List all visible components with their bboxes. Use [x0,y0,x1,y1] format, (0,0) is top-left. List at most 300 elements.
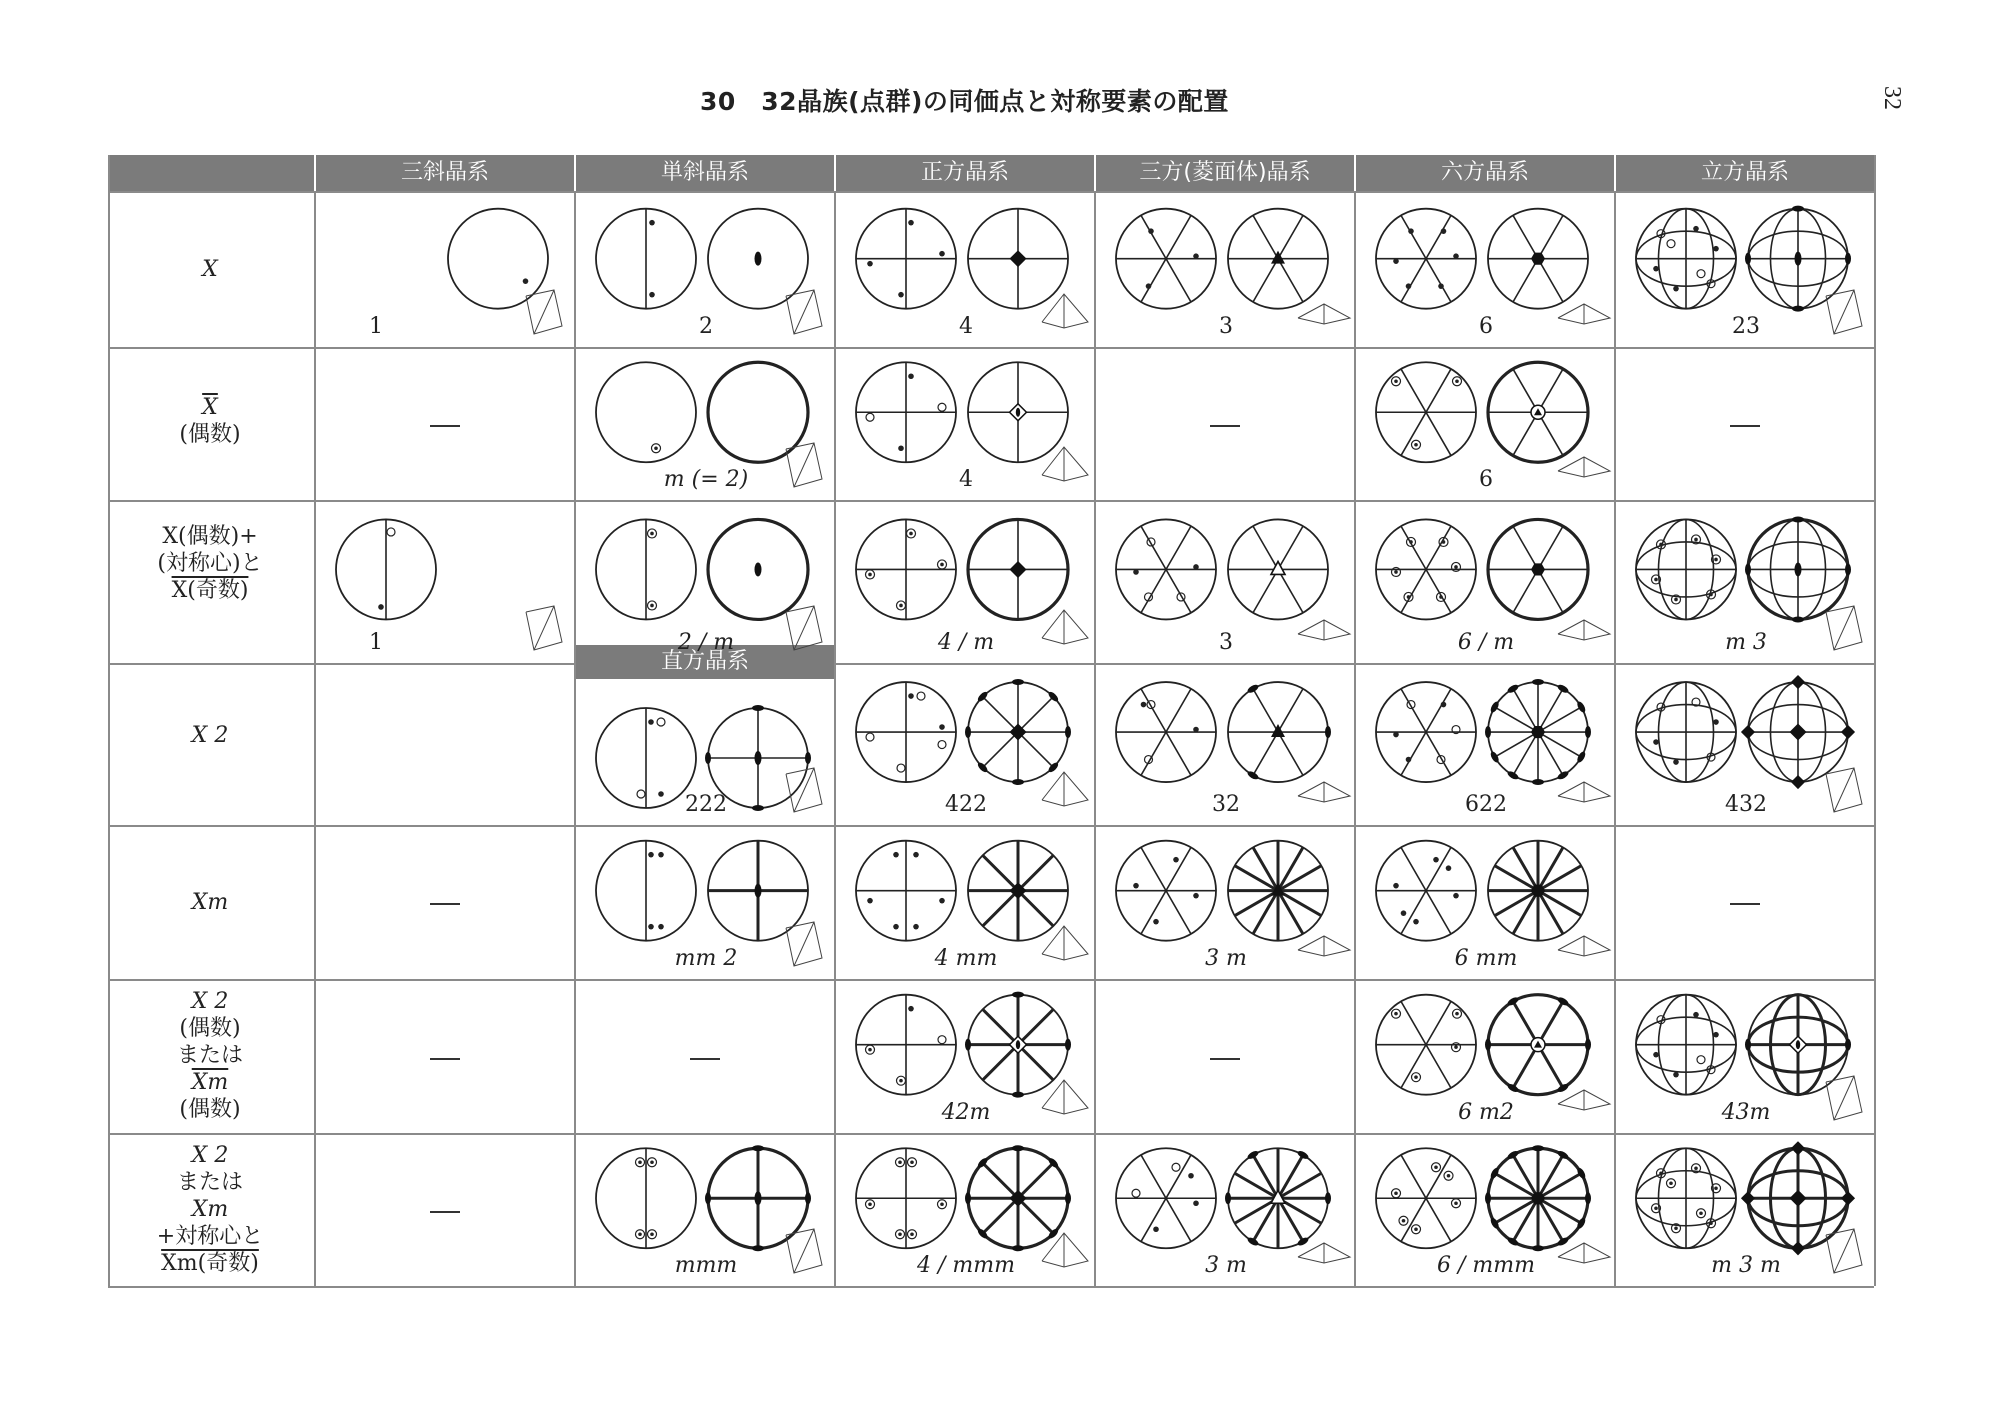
closed-point [1441,702,1447,708]
edge-twofold-axis [1485,1039,1491,1051]
row-label-line: X(偶数)+ [162,524,258,549]
double-point-dot [910,1232,914,1236]
edge-twofold-axis [1532,679,1544,685]
double-point-dot [1414,1227,1418,1231]
row-label-xm [108,889,312,916]
double-point-dot [1694,538,1698,542]
twofold-axis [755,252,762,266]
closed-point [1693,226,1699,232]
stereogram [448,209,548,309]
row-label-x [108,256,312,283]
double-point-dot [1674,598,1678,602]
stereogram [705,1145,811,1251]
edge-twofold-axis [752,1145,764,1151]
stereogram [1636,519,1736,619]
closed-point [1673,286,1679,292]
closed-point [893,924,899,930]
edge-twofold-axis [1845,563,1851,575]
stereogram [1485,995,1591,1095]
closed-point [939,724,945,730]
point-group-symbol: 42m [941,1100,991,1125]
double-point-dot [910,1160,914,1164]
open-point [1667,240,1675,248]
row-label-xbar [108,394,312,448]
double-point-dot [1442,540,1446,544]
double-point-dot [1659,1171,1663,1175]
point-group-symbol: 2 / m [677,630,735,655]
point-group-symbol: m (= 2) [663,467,749,492]
stereogram [1228,519,1328,619]
stereogram [1228,209,1328,309]
closed-point [378,604,384,610]
double-point-dot [1714,558,1718,562]
double-point-dot [1654,578,1658,582]
stereogram [1376,841,1476,941]
edge-twofold-axis [1225,1192,1231,1204]
double-point-dot [1694,1166,1698,1170]
double-point-dot [650,604,654,608]
double-point-dot [1409,540,1413,544]
stereogram [1225,1148,1331,1248]
double-point-dot [868,1202,872,1206]
stereogram [1488,519,1588,619]
closed-point [898,292,904,298]
double-point-dot [1699,1211,1703,1215]
edge-twofold-axis [965,1192,971,1204]
point-group-symbol: 622 [1465,792,1507,817]
point-group-symbol: 6 m2 [1458,1100,1514,1125]
crystal-outline [1558,782,1610,802]
double-point-dot [868,573,872,577]
closed-point [1453,893,1459,899]
row-label-line: Xm [191,1197,229,1222]
edge-twofold-axis [1792,516,1804,522]
closed-point [658,852,664,858]
edge-fourfold-axis [1841,1191,1855,1205]
closed-point [1193,893,1199,899]
edge-twofold-axis [1792,616,1804,622]
closed-point [648,924,654,930]
sixfold-axis [1531,253,1545,265]
closed-point [939,898,945,904]
stereogram [1116,841,1216,941]
fourfold-inversion-core [1796,1040,1800,1049]
edge-twofold-axis [805,1192,811,1204]
edge-twofold-axis [1745,563,1751,575]
column-header-monoclinic: 単斜晶系 [576,155,834,191]
sixfold-axis [1531,563,1545,575]
fourfold-axis [1010,250,1027,267]
crystal-sketch [1298,620,1350,640]
point-group-symbol: 43m [1721,1100,1771,1125]
stereogram [1488,209,1588,309]
closed-point [1441,228,1447,234]
edge-twofold-axis [1012,1092,1024,1098]
point-group-symbol: m 3 [1725,630,1767,655]
fourfold-axis [1790,1190,1807,1207]
crystal-outline [1042,610,1088,644]
closed-point [649,220,655,226]
crystal-sketch [1558,782,1610,802]
crystal-sketch [1558,620,1610,640]
closed-point [1438,283,1444,289]
row-label-x2 [108,722,312,749]
closed-point [893,852,899,858]
edge-twofold-axis [1325,726,1331,738]
crystal-outline [1298,936,1350,956]
closed-point [1406,757,1412,763]
point-group-symbol: 6 / mmm [1437,1253,1535,1278]
stereogram [596,362,696,462]
closed-point [1401,910,1407,916]
double-point-dot [650,1232,654,1236]
column-header-cubic: 立方晶系 [1616,155,1874,191]
stereogram [1376,362,1476,462]
threefold-axis [1271,724,1285,737]
double-point-dot [940,1202,944,1206]
closed-point [1393,883,1399,889]
stereogram [596,209,696,309]
edge-twofold-axis [805,752,811,764]
edge-twofold-axis [1325,1192,1331,1204]
crystal-sketch [526,606,562,650]
point-group-symbol: 4 [959,467,973,492]
stereogram [1488,362,1588,462]
crystal-sketch [786,606,822,650]
closed-point [1653,266,1659,272]
edge-twofold-axis [1745,253,1751,265]
row-label-line: または [176,1043,243,1068]
fourfold-inversion-core [1016,1040,1020,1049]
edge-twofold-axis [1012,1245,1024,1251]
crystal-sketch [1558,936,1610,956]
point-group-symbol: 2 [699,314,713,339]
closed-point [1193,564,1199,570]
edge-twofold-axis [1012,992,1024,998]
edge-twofold-axis [1485,1192,1491,1204]
page-number: 32 [1879,86,1905,110]
stereogram [1376,682,1476,782]
crystal-sketch [1558,1090,1610,1110]
edge-twofold-axis [1845,253,1851,265]
point-group-symbol: 1 [369,314,383,339]
edge-fourfold-axis [1791,675,1805,689]
point-group-symbol: 3 [1219,314,1233,339]
edge-twofold-axis [1532,779,1544,785]
edge-twofold-axis [1745,1039,1751,1051]
double-point-dot [1414,443,1418,447]
double-point-dot [1394,570,1398,574]
twofold-axis [755,884,762,898]
open-point [1132,1189,1140,1197]
stereogram [856,1148,956,1248]
closed-point [913,924,919,930]
double-point-dot [650,532,654,536]
double-point-dot [1394,1012,1398,1016]
open-point [897,764,905,772]
row-label-line: (対称心)と [157,551,263,576]
edge-twofold-axis [965,1039,971,1051]
stereogram [1228,682,1331,782]
stereogram [965,1145,1071,1251]
double-point-dot [868,1048,872,1052]
stereogram [965,992,1071,1098]
crystal-outline [1298,304,1350,324]
closed-point [523,278,529,284]
stereogram [968,209,1068,309]
stereogram [708,519,808,619]
stereogram [856,841,956,941]
stereogram [708,209,808,309]
crystal-outline [1558,620,1610,640]
closed-point [1393,258,1399,264]
stereogram [1485,1145,1591,1251]
edge-twofold-axis [1585,1192,1591,1204]
threefold-inversion-axis [1271,561,1285,574]
closed-point [1453,253,1459,259]
point-group-symbol: 3 m [1205,1253,1247,1278]
closed-point [648,719,654,725]
double-point-dot [654,446,658,450]
crystal-sketch [1042,772,1088,806]
crystal-outline [786,768,822,812]
closed-point [1673,759,1679,765]
column-header-tetragonal: 正方晶系 [836,155,1094,191]
point-group-symbol: 3 m [1205,946,1247,971]
closed-point [1188,1173,1194,1179]
twofold-axis [755,1191,762,1205]
crystal-outline [786,606,822,650]
point-group-symbol: 432 [1725,792,1767,817]
edge-twofold-axis [1532,1145,1544,1151]
double-point-dot [898,1160,902,1164]
point-group-symbol: mm 2 [674,946,738,971]
edge-twofold-axis [1792,306,1804,312]
double-point-dot [1394,379,1398,383]
closed-point [648,852,654,858]
row-label-line: X 2 [191,723,229,748]
row-label-line: X(奇数) [171,578,249,603]
crystal-sketch [1826,768,1862,812]
row-label-line: (偶数) [179,422,241,447]
edge-twofold-axis [1585,726,1591,738]
row-label-x2-centric [108,1142,312,1277]
double-point-dot [1674,1226,1678,1230]
row-label-line: Xm(奇数) [161,1251,259,1276]
row-label-line: X 2 [191,1143,229,1168]
stereogram [596,519,696,619]
empty-cell-dash [690,1058,720,1060]
grid-line [108,663,576,665]
closed-point [898,445,904,451]
empty-cell-dash [1210,1058,1240,1060]
open-point [1172,1163,1180,1171]
stereogram [1745,516,1851,622]
crystal-sketch [1298,936,1350,956]
open-point [387,528,395,536]
double-point-dot [899,1079,903,1083]
edge-twofold-axis [1585,1039,1591,1051]
edge-twofold-axis [1012,1145,1024,1151]
closed-point [1413,919,1419,925]
open-point [938,403,946,411]
point-group-symbol: 6 [1479,314,1493,339]
row-label-line: Xm [191,890,229,915]
stereogram [1116,1148,1216,1248]
edge-twofold-axis [1845,1039,1851,1051]
point-group-symbol: 4 / m [937,630,995,655]
double-point-dot [940,563,944,567]
closed-point [1148,228,1154,234]
crystal-outline [1558,1243,1610,1263]
closed-point [908,1006,914,1012]
row-label-x2-even [108,988,312,1123]
stereogram [596,1148,696,1248]
empty-cell-dash [430,1058,460,1060]
closed-point [1193,253,1199,259]
open-point [866,413,874,421]
closed-point [1653,739,1659,745]
row-label-line: または [176,1170,243,1195]
stereogram [1116,682,1216,782]
edge-twofold-axis [1792,206,1804,212]
edge-twofold-axis [705,1192,711,1204]
point-group-symbol: 222 [685,792,727,817]
point-group-symbol: 1 [369,630,383,655]
stereogram [1116,209,1216,309]
row-label-line: $\overline{X}$ [202,395,218,420]
crystal-outline [1558,304,1610,324]
point-group-symbol: 4 [959,314,973,339]
crystal-sketch [1558,1243,1610,1263]
closed-point [867,898,873,904]
double-point-dot [899,604,903,608]
double-point-dot [1447,1174,1451,1178]
stereogram [1488,841,1588,941]
crystal-outline [1042,772,1088,806]
orthorhombic-header: 直方晶系 [576,645,834,679]
double-point-dot [1455,1012,1459,1016]
open-point [637,790,645,798]
stereogram [1116,519,1216,619]
closed-point [1193,1200,1199,1206]
point-group-symbol: 4 mm [934,946,998,971]
double-point-dot [1402,1219,1406,1223]
closed-point [1393,732,1399,738]
stereogram [336,519,436,619]
closed-point [658,924,664,930]
stereogram [856,362,956,462]
point-group-symbol: 422 [945,792,987,817]
stereogram [1376,995,1476,1095]
stereogram [1636,682,1736,782]
double-point-dot [638,1160,642,1164]
threefold-axis [1271,251,1285,264]
closed-point [1713,246,1719,252]
fourfold-axis [1790,724,1807,741]
closed-point [1153,919,1159,925]
edge-twofold-axis [1532,1245,1544,1251]
stereogram [1376,519,1476,619]
stereogram [856,682,956,782]
stereogram [708,841,808,941]
closed-point [1173,857,1179,863]
row-label-line: (偶数) [179,1016,241,1041]
empty-cell-dash [430,1211,460,1213]
stereogram [965,679,1071,785]
grid-line [108,191,1874,193]
double-point-dot [1714,1186,1718,1190]
crystal-outline [1298,782,1350,802]
crystal-outline [1298,620,1350,640]
edge-twofold-axis [752,1245,764,1251]
empty-cell-dash [1210,425,1240,427]
edge-twofold-axis [1065,1192,1071,1204]
fourfold-inversion-core [1016,408,1020,417]
twofold-axis [1795,252,1802,266]
closed-point [1141,702,1147,708]
row-label-line: X [202,257,218,282]
primitive-circle [596,362,696,462]
header-corner [108,155,314,191]
grid-line [108,1286,1874,1288]
crystal-sketch [1826,606,1862,650]
closed-point [1693,1012,1699,1018]
double-point-dot [1407,595,1411,599]
crystal-sketch [786,768,822,812]
edge-fourfold-axis [1791,1141,1805,1155]
double-point-dot [1454,1201,1458,1205]
edge-fourfold-axis [1741,1191,1755,1205]
edge-twofold-axis [1485,726,1491,738]
crystal-outline [1558,457,1610,477]
closed-point [1433,857,1439,863]
double-point-dot [898,1232,902,1236]
double-point-dot [1454,1045,1458,1049]
stereogram [856,209,956,309]
double-point-dot [1659,543,1663,547]
stereogram [1636,209,1736,309]
grid-line [1874,155,1876,1286]
double-point-dot [1414,1075,1418,1079]
grid-line [314,191,316,1286]
double-point-dot [1439,595,1443,599]
crystal-outline [1826,606,1862,650]
closed-point [1406,283,1412,289]
stereogram [1636,1148,1736,1248]
double-point-dot [1669,1181,1673,1185]
primitive-circle [448,209,548,309]
double-point-dot [638,1232,642,1236]
point-group-symbol: 3 [1219,630,1233,655]
edge-twofold-axis [1012,779,1024,785]
open-point [1697,1056,1705,1064]
closed-point [908,220,914,226]
stereogram [1636,995,1736,1095]
crystal-outline [1558,936,1610,956]
double-point-dot [1709,593,1713,597]
open-point [938,741,946,749]
edge-twofold-axis [1065,726,1071,738]
edge-fourfold-axis [1841,725,1855,739]
double-point-dot [1434,1165,1438,1169]
empty-cell-dash [430,425,460,427]
empty-cell-dash [1730,425,1760,427]
edge-twofold-axis [1065,1039,1071,1051]
open-point [938,1036,946,1044]
stereogram [1485,679,1591,785]
open-point [866,733,874,741]
